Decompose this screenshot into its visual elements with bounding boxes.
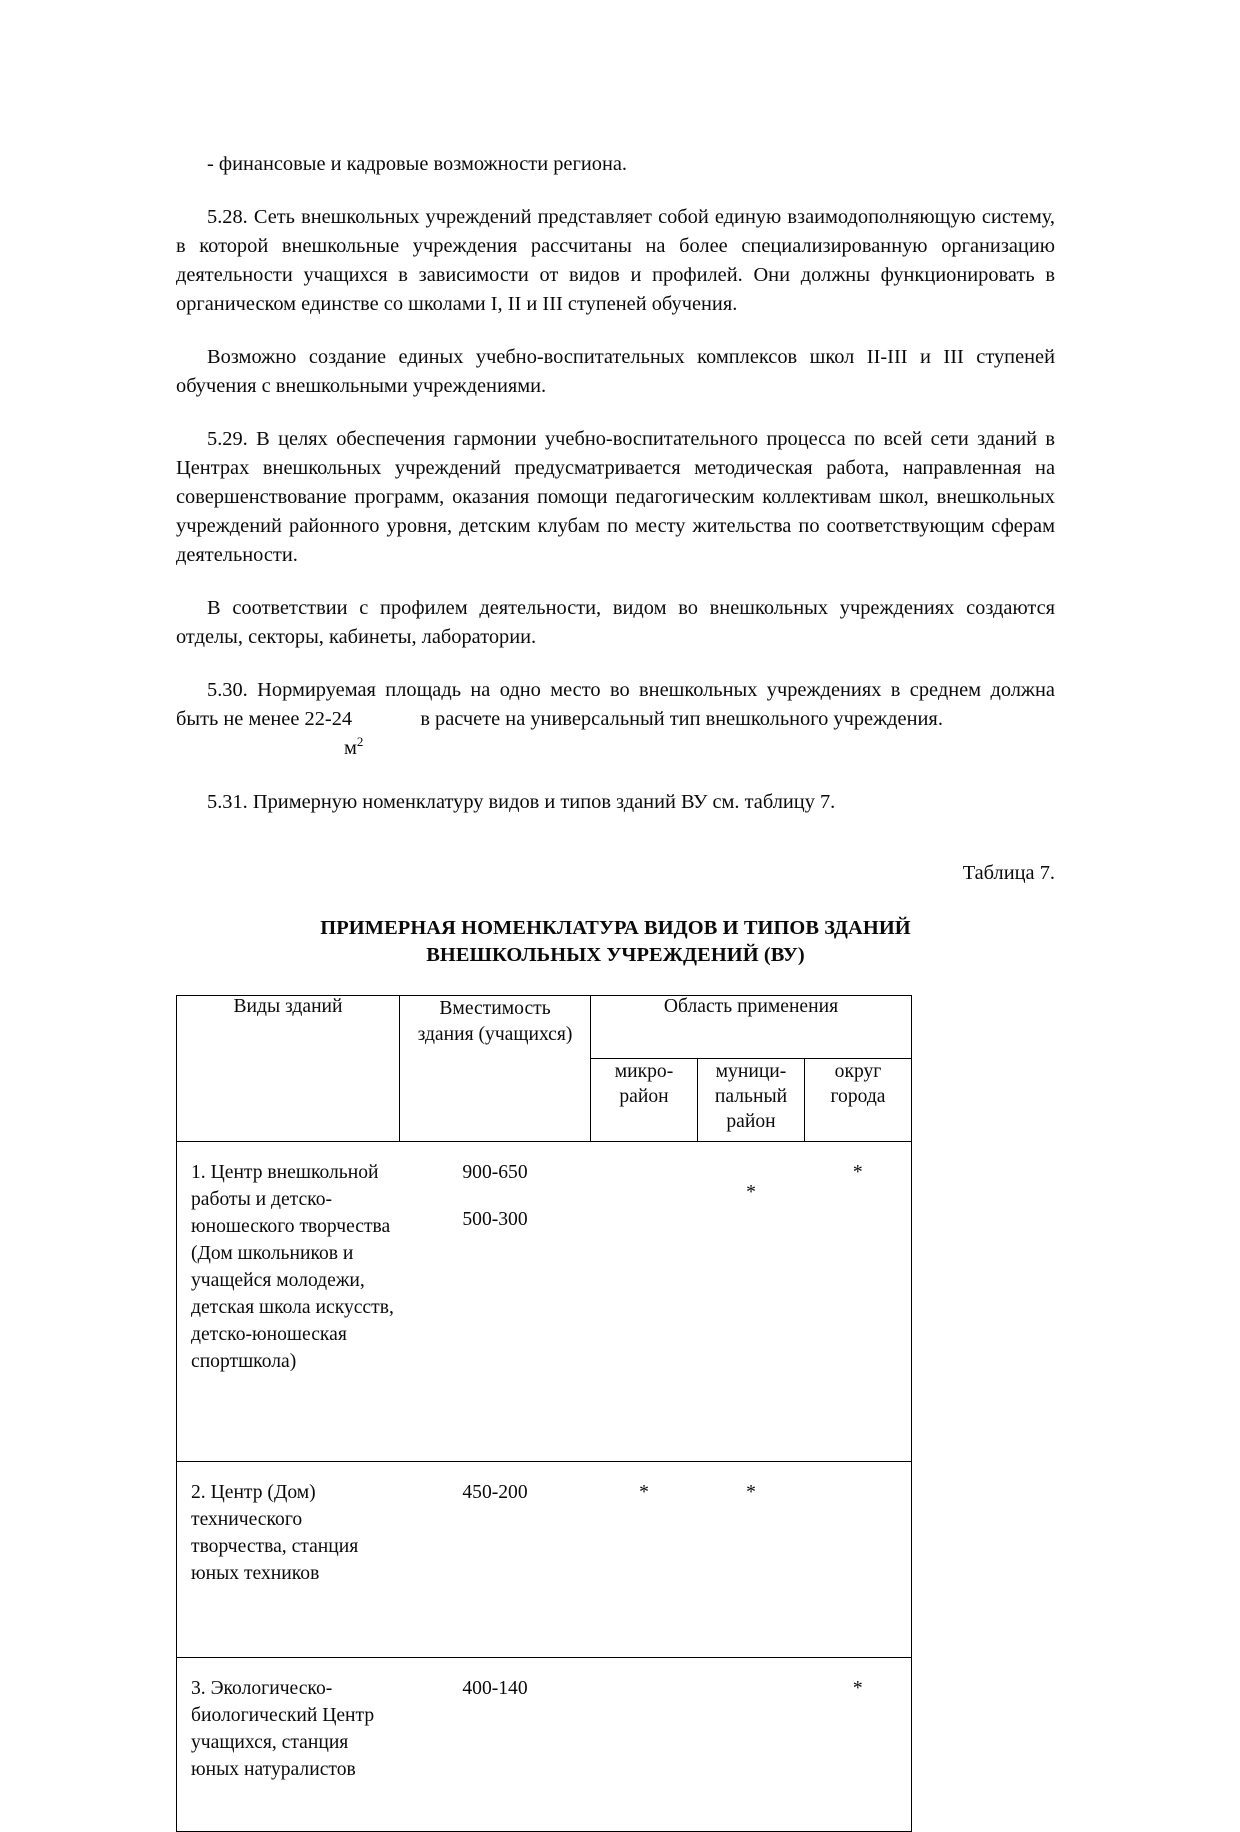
cell-okrug-mark xyxy=(805,1141,912,1461)
capacity-primary: 450-200 xyxy=(462,1482,527,1503)
table-number-label: Таблица 7. xyxy=(176,862,1055,885)
table-title-line-2: ВНЕШКОЛЬНЫХ УЧРЕЖДЕНИЙ (ВУ) xyxy=(176,942,1055,969)
paragraph-5-29: 5.29. В целях обеспечения гармонии учебно-воспитательного процесса по всей сети зданий в Центрах внешкольных учреждений предусматривается методическая работа, направленная на совершенствование программ, оказания помощи педагогическим коллективам школ, внешкольных учреждений районного уровня, детским клубам по месту жительства по соответствующим сферам деятельности. xyxy=(176,425,1055,570)
unit-base: м xyxy=(344,737,357,759)
mark-okrug-primary: * xyxy=(853,1162,863,1183)
cell-building-type: 3. Экологическо-биологический Центр учащихся, станция юных натуралистов xyxy=(177,1657,400,1831)
table-body xyxy=(177,1141,912,1832)
cell-okrug-mark xyxy=(805,1461,912,1657)
header-okrug-line-2: города xyxy=(805,1084,911,1109)
paragraph-5-31: 5.31. Примерную номенклатуру видов и типов зданий ВУ см. таблицу 7. xyxy=(176,788,1055,817)
header-capacity-line-2: здания (учащихся) xyxy=(400,1022,590,1048)
capacity-primary: 400-140 xyxy=(462,1678,527,1699)
cell-capacity xyxy=(400,1657,591,1831)
header-capacity xyxy=(400,995,591,1141)
header-city-okrug xyxy=(805,1058,912,1141)
cell-municipal-mark xyxy=(698,1657,805,1831)
header-okrug-line-1: округ xyxy=(805,1059,911,1084)
table-title xyxy=(176,915,1055,968)
capacity-secondary: 500-300 xyxy=(462,1209,527,1230)
cell-capacity xyxy=(400,1141,591,1461)
cell-okrug-mark xyxy=(805,1657,912,1831)
header-microdistrict-line-2: район xyxy=(591,1084,697,1109)
table-head xyxy=(177,995,912,1141)
table-row xyxy=(177,1461,912,1657)
header-microdistrict-line-1: микро- xyxy=(591,1059,697,1084)
table-row xyxy=(177,1141,912,1461)
paragraph-5-30-part-before: 5.30. Нормируемая площадь на одно место во внешкольных учреждениях в среднем должна быть не менее 22-24 xyxy=(176,679,1055,730)
header-municipal-line-3: район xyxy=(698,1109,804,1134)
cell-municipal-mark xyxy=(698,1141,805,1461)
mark-micro: * xyxy=(639,1482,649,1503)
nomenclature-table xyxy=(176,995,912,1832)
mark-munic-primary: * xyxy=(746,1482,756,1503)
table-title-line-1: ПРИМЕРНАЯ НОМЕНКЛАТУРА ВИДОВ И ТИПОВ ЗДАНИЙ xyxy=(176,915,1055,942)
cell-microdistrict-mark xyxy=(591,1657,698,1831)
paragraph-complexes: Возможно создание единых учебно-воспитательных комплексов школ II-III и III ступеней обучения с внешкольными учреждениями. xyxy=(176,343,1055,401)
header-municipal-line-2: пальный xyxy=(698,1084,804,1109)
cell-building-type: 1. Центр внешкольной работы и детско-юношеского творчества (Дом школьников и учащейся молодежи, детская школа искусств, детско-юношеская спортшкола) xyxy=(177,1141,400,1461)
header-municipal-district xyxy=(698,1058,805,1141)
table-header-row-main xyxy=(177,995,912,1058)
paragraph-profile: В соответствии с профилем деятельности, видом во внешкольных учреждениях создаются отделы, секторы, кабинеты, лаборатории. xyxy=(176,594,1055,652)
header-capacity-line-1: Вместимость xyxy=(400,996,590,1022)
mark-munic-secondary: * xyxy=(698,1179,805,1206)
paragraph-5-30-part-after: в расчете на универсальный тип внешкольного учреждения. xyxy=(420,708,943,730)
unit-exponent: 2 xyxy=(357,734,364,749)
capacity-primary: 900-650 xyxy=(462,1162,527,1183)
header-microdistrict xyxy=(591,1058,698,1141)
header-municipal-line-1: муници- xyxy=(698,1059,804,1084)
paragraph-bullet-region: - финансовые и кадровые возможности региона. xyxy=(176,150,1055,179)
paragraph-5-30 xyxy=(176,676,1055,734)
cell-capacity xyxy=(400,1461,591,1657)
mark-okrug-primary: * xyxy=(853,1678,863,1699)
cell-municipal-mark xyxy=(698,1461,805,1657)
header-application-area: Область применения xyxy=(591,995,912,1058)
unit-square-meter xyxy=(176,734,1055,764)
header-building-types: Виды зданий xyxy=(177,995,400,1141)
table-row xyxy=(177,1657,912,1831)
cell-building-type: 2. Центр (Дом) технического творчества, станция юных техников xyxy=(177,1461,400,1657)
cell-microdistrict-mark xyxy=(591,1461,698,1657)
cell-microdistrict-mark xyxy=(591,1141,698,1461)
paragraph-5-28: 5.28. Сеть внешкольных учреждений представляет собой единую взаимодополняющую систему, в которой внешкольные учреждения рассчитаны на более специализированную организацию деятельности учащихся в зависимости от видов и профилей. Они должны функционировать в органическом единстве со школами I, II и III ступеней обучения. xyxy=(176,203,1055,319)
